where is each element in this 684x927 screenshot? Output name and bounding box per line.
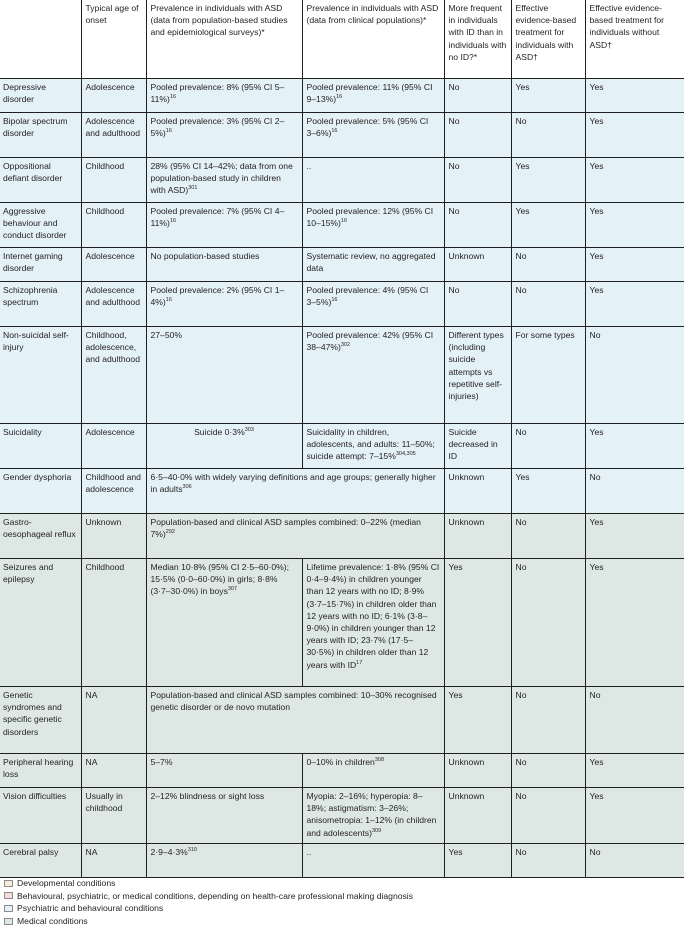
clinical-prevalence-cell [302,158,444,203]
header-treatment-asd: Effective evidence-based treatment for individuals with ASD† [511,0,585,79]
population-prevalence-cell-text: Pooled prevalence: 7% (95% CI 4–11%) [150,206,285,229]
table-row [0,327,684,424]
age-onset-cell: Unknown [81,514,146,559]
reference-superscript: 308 [374,757,385,764]
clinical-prevalence-cell [302,113,444,158]
id-frequency-cell: Different types (including suicide attempts vs repetitive self-injuries) [444,327,511,424]
treatment-asd-cell: No [511,282,585,327]
clinical-prevalence-cell [302,79,444,113]
clinical-prevalence-cell-text: Pooled prevalence: 5% (95% CI 3–6%) [306,116,429,139]
table-row [0,788,684,844]
combined-prevalence-cell [146,514,444,559]
population-prevalence-cell [146,424,302,469]
condition-cell: Schizophrenia spectrum [0,282,81,327]
combined-prevalence-cell-text: Population-based and clinical ASD samples combined: 10–30% recognised genetic disorder or de novo mutation [150,690,437,713]
table-row [0,113,684,158]
table-row [0,754,684,788]
treatment-non-asd-cell: Yes [585,158,684,203]
treatment-non-asd-cell: Yes [585,788,684,844]
population-prevalence-cell [146,559,302,687]
table-body [0,79,684,878]
combined-prevalence-cell-text: Population-based and clinical ASD samples combined: 0–22% (median 7%) [150,517,421,540]
reference-superscript: 304,305 [395,451,416,458]
table-row [0,514,684,559]
treatment-non-asd-cell: Yes [585,203,684,248]
age-onset-cell: Childhood [81,158,146,203]
clinical-prevalence-cell-text: Pooled prevalence: 11% (95% CI 9–13%) [306,82,433,105]
legend-swatch [4,905,13,912]
population-prevalence-cell [146,754,302,788]
treatment-asd-cell: No [511,514,585,559]
id-frequency-cell: Unknown [444,514,511,559]
population-prevalence-cell [146,79,302,113]
legend-item [4,915,680,927]
reference-superscript: 309 [371,827,382,834]
reference-superscript: 16 [169,218,177,225]
header-condition [0,0,81,79]
id-frequency-cell: Unknown [444,248,511,282]
population-prevalence-cell-text: Pooled prevalence: 8% (95% CI 5–11%) [150,82,285,105]
table-row [0,79,684,113]
clinical-prevalence-cell [302,248,444,282]
condition-cell: Gender dysphoria [0,469,81,514]
id-frequency-cell: Yes [444,844,511,878]
clinical-prevalence-cell [302,754,444,788]
reference-superscript: 16 [336,94,343,101]
treatment-asd-cell: Yes [511,469,585,514]
table-row [0,469,684,514]
treatment-non-asd-cell: Yes [585,754,684,788]
header-treatment-non-asd: Effective evidence-based treatment for individuals without ASD† [585,0,684,79]
id-frequency-cell: Suicide decreased in ID [444,424,511,469]
id-frequency-cell: No [444,158,511,203]
clinical-prevalence-cell [302,424,444,469]
legend-swatch [4,892,13,899]
id-frequency-cell: No [444,203,511,248]
age-onset-cell: Childhood, adolescence, and adulthood [81,327,146,424]
legend-label: Developmental conditions [17,878,116,889]
treatment-non-asd-cell: No [585,844,684,878]
id-frequency-cell: Unknown [444,469,511,514]
population-prevalence-cell-text: Pooled prevalence: 2% (95% CI 1–4%) [150,285,285,308]
population-prevalence-cell [146,282,302,327]
reference-superscript: 307 [227,586,238,593]
treatment-asd-cell: No [511,424,585,469]
reference-superscript: 301 [188,185,198,192]
clinical-prevalence-cell-text: Suicidality in children, adolescents, and adults: 11–50%; suicide attempt: 7–15% [306,427,435,462]
treatment-asd-cell: No [511,559,585,687]
treatment-non-asd-cell: Yes [585,559,684,687]
reference-superscript: 310 [187,847,197,854]
treatment-non-asd-cell: Yes [585,282,684,327]
id-frequency-cell: Unknown [444,788,511,844]
population-prevalence-cell-text: 5–7% [150,757,173,767]
table-row [0,559,684,687]
clinical-prevalence-cell [302,788,444,844]
header-age-onset: Typical age of onset [81,0,146,79]
population-prevalence-cell-text: 28% (95% CI 14–42%; data from one population-based study in children with ASD) [150,161,293,196]
condition-cell: Non-suicidal self-injury [0,327,81,424]
age-onset-cell: Childhood [81,203,146,248]
condition-cell: Gastro-oesophageal reflux [0,514,81,559]
condition-cell: Aggressive behaviour and conduct disorder [0,203,81,248]
treatment-asd-cell: Yes [511,79,585,113]
clinical-prevalence-cell-text: Pooled prevalence: 4% (95% CI 3–5%) [306,285,429,308]
treatment-asd-cell: Yes [511,158,585,203]
table-header-row [0,0,684,79]
population-prevalence-cell [146,248,302,282]
population-prevalence-cell-text: Suicide 0·3% [194,427,245,437]
treatment-non-asd-cell: Yes [585,424,684,469]
combined-prevalence-cell [146,687,444,754]
treatment-asd-cell: No [511,844,585,878]
id-frequency-cell: No [444,113,511,158]
clinical-prevalence-cell-text: Systematic review, no aggregated data [306,251,436,274]
age-onset-cell: Usually in childhood [81,788,146,844]
population-prevalence-cell [146,203,302,248]
clinical-prevalence-cell [302,282,444,327]
treatment-asd-cell: No [511,687,585,754]
treatment-asd-cell: No [511,788,585,844]
condition-cell: Vision difficulties [0,788,81,844]
population-prevalence-cell-text: 2·9–4·3% [150,847,188,857]
treatment-asd-cell: For some types [511,327,585,424]
reference-superscript: 306 [182,484,192,491]
condition-cell: Bipolar spectrum disorder [0,113,81,158]
legend-label: Medical conditions [17,915,88,926]
treatment-non-asd-cell: No [585,469,684,514]
reference-superscript: 302 [340,342,351,349]
header-id-frequency: More frequent in individuals with ID than in individuals with no ID?* [444,0,511,79]
table-row [0,687,684,754]
clinical-prevalence-cell-text: Myopia: 2–16%; hyperopia: 8–18%; astigmatism: 3–26%; anisometropia: 1–12% (in children and adolescents) [306,791,437,838]
population-prevalence-cell-text: Pooled prevalence: 3% (95% CI 2–5%) [150,116,285,139]
age-onset-cell: Adolescence and adulthood [81,282,146,327]
population-prevalence-cell [146,844,302,878]
treatment-non-asd-cell: Yes [585,248,684,282]
population-prevalence-cell [146,788,302,844]
condition-cell: Depressive disorder [0,79,81,113]
treatment-non-asd-cell: Yes [585,113,684,158]
legend-label: Psychiatric and behavioural conditions [17,903,164,914]
condition-cell: Seizures and epilepsy [0,559,81,687]
population-prevalence-cell-text: Median 10·8% (95% CI 2·5–60·0%); 15·5% (0·0–60·0%) in girls; 8·8% (3·7–30·0%) in boys [150,562,290,597]
reference-superscript: 16 [169,94,177,101]
header-clinical-prevalence: Prevalence in individuals with ASD (data from clinical populations)* [302,0,444,79]
population-prevalence-cell-text: 27–50% [150,330,183,340]
clinical-prevalence-cell-text: Pooled prevalence: 12% (95% CI 10–15%) [306,206,434,229]
clinical-prevalence-cell-text: Pooled prevalence: 42% (95% CI 38–47%) [306,330,434,353]
reference-superscript: 16 [340,218,348,225]
id-frequency-cell: Yes [444,687,511,754]
header-population-prevalence: Prevalence in individuals with ASD (data from population-based studies and epidemiological surveys)* [146,0,302,79]
table-row [0,424,684,469]
reference-superscript: 16 [331,128,338,135]
age-onset-cell: NA [81,754,146,788]
age-onset-cell: Adolescence [81,424,146,469]
table-row [0,844,684,878]
age-onset-cell: Adolescence [81,79,146,113]
clinical-prevalence-cell [302,844,444,878]
legend-label: Behavioural, psychiatric, or medical conditions, depending on health-care professional making diagnosis [17,890,414,901]
reference-superscript: 16 [331,297,338,304]
legend-item [4,902,680,915]
age-onset-cell: NA [81,687,146,754]
combined-prevalence-cell [146,469,444,514]
age-onset-cell: Adolescence [81,248,146,282]
population-prevalence-cell [146,113,302,158]
id-frequency-cell: Unknown [444,754,511,788]
age-onset-cell: Childhood and adolescence [81,469,146,514]
age-onset-cell: Adolescence and adulthood [81,113,146,158]
population-prevalence-cell [146,327,302,424]
treatment-asd-cell: No [511,754,585,788]
treatment-asd-cell: No [511,248,585,282]
treatment-non-asd-cell: Yes [585,514,684,559]
table-row [0,203,684,248]
legend-item [4,890,680,903]
clinical-prevalence-cell-text: Lifetime prevalence: 1·8% (95% CI 0·4–9·4%) in children younger than 12 years with no ID; 8·9% (3·7–15·7%) in children older than 12 years with no ID; 6·1% (3·8–9·0%) in children younger than 12 years with ID; 23·7% (17·5–30·5%) in children older than 12 years with ID [306,562,440,670]
reference-superscript: 16 [165,128,172,135]
condition-cell: Peripheral hearing loss [0,754,81,788]
reference-superscript: 16 [165,297,172,304]
treatment-asd-cell: Yes [511,203,585,248]
reference-superscript: 292 [165,529,175,536]
reference-superscript: 303 [244,427,254,434]
condition-cell: Oppositional defiant disorder [0,158,81,203]
legend-swatch [4,880,13,887]
combined-prevalence-cell-text: 6·5–40·0% with widely varying definitions and age groups; generally higher in adults [150,472,436,495]
clinical-prevalence-cell [302,203,444,248]
clinical-prevalence-cell-text: 0–10% in children [306,757,375,767]
treatment-non-asd-cell: Yes [585,79,684,113]
legend-swatch [4,918,13,925]
id-frequency-cell: No [444,79,511,113]
treatment-asd-cell: No [511,113,585,158]
clinical-prevalence-cell [302,327,444,424]
clinical-prevalence-cell-text: .. [306,161,312,171]
age-onset-cell: Childhood [81,559,146,687]
reference-superscript: 17 [356,659,363,666]
table-row [0,248,684,282]
treatment-non-asd-cell: No [585,327,684,424]
population-prevalence-cell [146,158,302,203]
clinical-prevalence-cell [302,559,444,687]
population-prevalence-cell-text: 2–12% blindness or sight loss [150,791,265,801]
table-row [0,282,684,327]
id-frequency-cell: Yes [444,559,511,687]
treatment-non-asd-cell: No [585,687,684,754]
condition-cell: Genetic syndromes and specific genetic disorders [0,687,81,754]
legend [4,877,680,927]
id-frequency-cell: No [444,282,511,327]
condition-cell: Suicidality [0,424,81,469]
age-onset-cell: NA [81,844,146,878]
legend-item [4,877,680,890]
condition-cell: Cerebral palsy [0,844,81,878]
clinical-prevalence-cell-text: .. [306,847,312,857]
population-prevalence-cell-text: No population-based studies [150,251,260,261]
table-row [0,158,684,203]
condition-cell: Internet gaming disorder [0,248,81,282]
